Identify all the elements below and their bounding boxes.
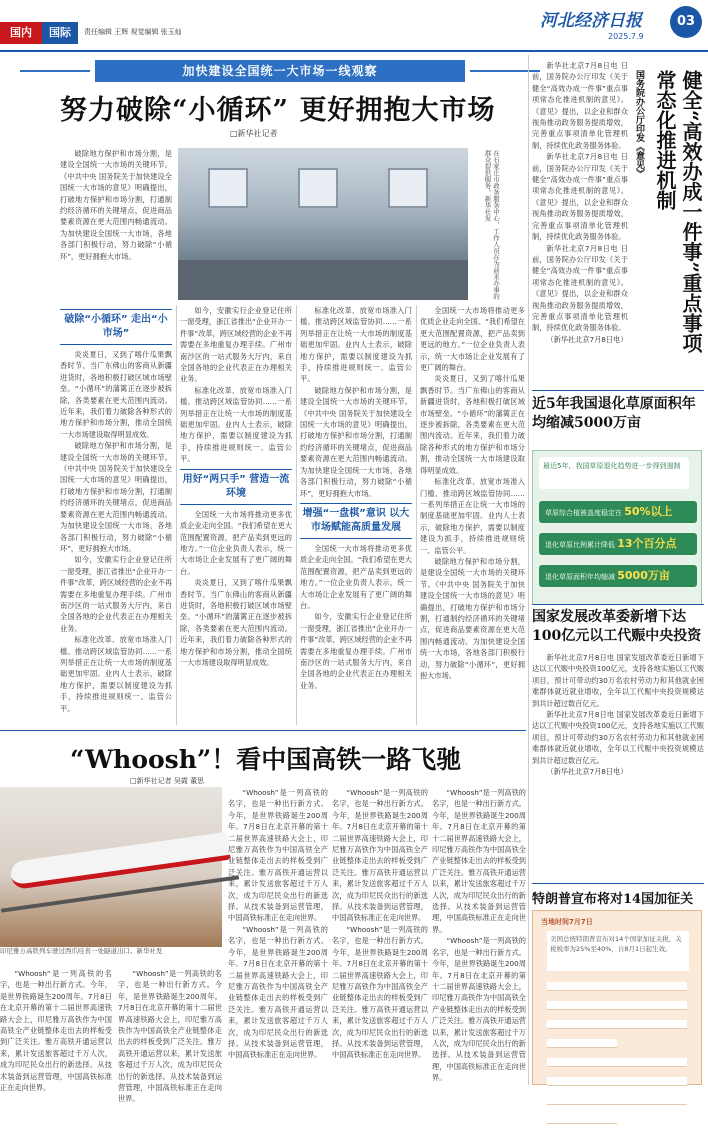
lead-column-4	[420, 305, 525, 725]
lead-paragraph: 如今，安徽实行企业登记住所一窗受理，浙江省推出“企业开办一件事”改革，跨区域经营的企业不再需要在多地重复办理手续。广州市南沙区的一站式服务大厅内，来自全国各地的企业代表正在办理相关业务。	[300, 612, 412, 690]
grassland-infographic	[532, 450, 702, 605]
stat-value: 13个百分点	[617, 537, 677, 550]
lead-column-1	[60, 305, 172, 725]
right-paragraph: 新华社北京7月8日电 日前，国务院办公厅印发《关于健全“高效办成一件事”重点事项常态化推进机制的意见》。《意见》提出，以企业和群众视角推动政务服务提质增效，完善重点事项清单化管理机制，持续优化政务服务体验。	[532, 152, 628, 242]
rail-paragraph: “Whoosh”是一列高铁的名字，也是一种出行新方式。今年，是世界铁路诞生200周年。7月8日在北京开幕的第十二届世界高速铁路大会上，印尼雅万高铁作为中国高铁全产业链整体走出去的样板受到广泛关注。雅万高铁开通运营以来，累计发送旅客超过千万人次，成为印尼民众出行的新选择。从技术装备到运营管理，中国高铁标准正在走向世界。	[228, 788, 328, 923]
rail-column-5	[432, 787, 526, 1087]
lead-paragraph: 破除地方保护和市场分割，是建设全国统一大市场的关键环节。《中共中央 国务院关于加快建设全国统一大市场的意见》明确提出，打破地方保护和市场分割，打通制约经济循环的关键堵点，促进商品要素资源在更大范围内畅通流动。为加快建设全国统一大市场，各地各部门积极行动，努力破除“小循环”，更好拥抱大市场。	[60, 441, 172, 553]
rail-headline: “Whoosh”！看中国高铁一路飞驰	[70, 745, 462, 774]
tariff-country-grid	[547, 977, 689, 1129]
tariff-headline: 特朗普宣布将对14国加征关	[532, 892, 694, 907]
lead-column-3	[300, 305, 412, 725]
photo-window	[298, 168, 338, 208]
ndrc-headline: 国家发展改革委新增下达100亿元以工代赈中央投资	[532, 609, 702, 644]
rail-byline: □新华社记者 吴霞 董思	[130, 777, 205, 785]
lead-paragraph: 炎炎夏日，又到了喀什瓜果飘香时节。当广东佛山的客商从新疆进货时，各地积极打破区域市场壁垒。“小循环”的藩篱正在逐步被拆除，各类要素在更大范围内流动。近年来，我们着力破除各种形式的地方保护和市场分割，推动全国统一大市场建设取得明显成效。	[180, 578, 292, 667]
lead-paragraph: 炎炎夏日，又到了喀什瓜果飘香时节。当广东佛山的客商从新疆进货时，各地积极打破区域市场壁垒。“小循环”的藩篱正在逐步被拆除，各类要素在更大范围内流动。近年来，我们着力破除各种形式的地方保护和市场分割，推动全国统一大市场建设取得明显成效。	[420, 374, 525, 475]
lead-column-intro	[60, 148, 172, 290]
stat-row	[539, 533, 697, 555]
lead-subhead: 破除“小循环” 走出“小市场”	[60, 309, 172, 345]
rail-column-4	[332, 787, 428, 1087]
lead-paragraph: 破除地方保护和市场分割，是建设全国统一大市场的关键环节。《中共中央 国务院关于加快建设全国统一大市场的意见》明确提出，打破地方保护和市场分割，打通制约经济循环的关键堵点，促进商品要素资源在更大范围内畅通流动。为加快建设全国统一大市场，各地各部门积极行动，努力破除“小循环”，更好拥抱大市场。	[420, 556, 525, 680]
right-story-kicker: 国务院办公厅印发《意见》	[634, 70, 644, 178]
lead-paragraph: 标准化改革、放宽市场准入门槛、推动跨区域监管协同……一系列举措正在让统一大市场的制度基础更加牢固。业内人士表示，破除地方保护，需要以制度建设为抓手，持续推进规则统一、监管公平。	[60, 635, 172, 713]
story-divider	[532, 883, 704, 884]
page-header	[0, 0, 708, 52]
lead-paragraph: 破除地方保护和市场分割，是建设全国统一大市场的关键环节。《中共中央 国务院关于加快建设全国统一大市场的意见》明确提出，打破地方保护和市场分割，打通制约经济循环的关键堵点，促进商品要素资源在更大范围内畅通流动。为加快建设全国统一大市场，各地各部门积极行动，努力破除“小循环”，更好拥抱大市场。	[300, 385, 412, 498]
infographic-heading: 当地时间7月7日	[541, 918, 593, 926]
lead-column-2	[180, 305, 292, 725]
service-hall-photo	[178, 148, 468, 300]
section-tab-international[interactable]: 国际	[42, 22, 78, 44]
rail-column-1	[0, 968, 112, 1093]
lead-byline: □新华社记者	[230, 129, 278, 138]
lead-paragraph: 如今，安徽实行企业登记住所一窗受理，浙江省推出“企业开办一件事”改革，跨区域经营的企业不再需要在多地重复办理手续。广州市南沙区的一站式服务大厅内，来自全国各地的企业代表正在办理相关业务。	[180, 306, 292, 384]
stat-value: 50%以上	[624, 505, 673, 518]
column-rule	[416, 305, 417, 725]
rail-paragraph: “Whoosh”是一列高铁的名字，也是一种出行新方式。今年，是世界铁路诞生200周年。7月8日在北京开幕的第十二届世界高速铁路大会上，印尼雅万高铁作为中国高铁全产业链整体走出去的样板受到广泛关注。雅万高铁开通运营以来，累计发送旅客超过千万人次，成为印尼民众出行的新选择。从技术装备到运营管理，中国高铁标准正在走向世界。	[432, 936, 526, 1083]
rail-paragraph: “Whoosh”是一列高铁的名字，也是一种出行新方式。今年，是世界铁路诞生200周年。7月8日在北京开幕的第十二届世界高速铁路大会上，印尼雅万高铁作为中国高铁全产业链整体走出去的样板受到广泛关注。雅万高铁开通运营以来，累计发送旅客超过千万人次，成为印尼民众出行的新选择。从技术装备到运营管理，中国高铁标准正在走向世界。	[0, 969, 112, 1093]
photo-counter	[178, 260, 468, 300]
lead-paragraph: 破除地方保护和市场分割，是建设全国统一大市场的关键环节。《中共中央 国务院关于加快建设全国统一大市场的意见》明确提出，打破地方保护和市场分割，打通制约经济循环的关键堵点，促进商品要素资源在更大范围内畅通流动。为加快建设全国统一大市场，各地各部门积极行动，努力破除“小循环”，更好拥抱大市场。	[60, 149, 172, 261]
ndrc-body	[532, 652, 704, 877]
right-paragraph: 新华社北京7月8日电 日前，国务院办公厅印发《关于健全“高效办成一件事”重点事项常态化推进机制的意见》。《意见》提出，以企业和群众视角推动政务服务提质增效，完善重点事项清单化管理机制，持续优化政务服务体验。	[532, 243, 628, 333]
stat-row	[539, 501, 697, 523]
column-rule	[296, 305, 297, 725]
issue-date: 2025.7.9	[608, 32, 644, 41]
section-rule	[528, 55, 529, 1085]
lead-paragraph: 全国统一大市场将推动更多优质企业走向全国。“我们希望在更大范围配置资源，把产品卖到更远的地方。”一位企业负责人表示，统一大市场让企业发展有了更广阔的舞台。	[300, 543, 412, 610]
right-story-headline: 健全“高效办成一件事”重点事项常态化推进机制	[653, 70, 703, 354]
page-number: 03	[670, 6, 702, 38]
story-divider	[0, 730, 526, 731]
grassland-headline: 近5年我国退化草原面积年均缩减5000万亩	[532, 396, 696, 431]
ndrc-paragraph: 新华社北京7月8日电 国家发展改革委近日新增下达以工代赈中央投资100亿元，支持各地实施以工代赈项目，预计可带动约30万名农村劳动力和其他就业困难群体就近就业增收，全年以工代赈中央投资规模达到共计超过数百亿元。	[532, 653, 704, 708]
stat-label: 退化草原面积年均缩减	[545, 573, 615, 581]
rail-paragraph: “Whoosh”是一列高铁的名字，也是一种出行新方式。今年，是世界铁路诞生200周年。7月8日在北京开幕的第十二届世界高速铁路大会上，印尼雅万高铁作为中国高铁全产业链整体走出去的样板受到广泛关注。雅万高铁开通运营以来，累计发送旅客超过千万人次，成为印尼民众出行的新选择。从技术装备到运营管理，中国高铁标准正在走向世界。	[228, 924, 328, 1060]
newspaper-masthead: 河北经济日报	[540, 11, 642, 31]
rail-photo-caption: 印尼雅万高铁列车驶过西爪哇省一处隧道出口。新华社发	[0, 947, 163, 955]
infographic-lead: 美国总统特朗普宣布对14个国家加征关税，关税税率为25%至40%，自8月1日起生效。	[547, 931, 689, 971]
photo-caption: 在石家庄市政务服务中心，工作人员在为前来办事的群众提供服务。新华社发	[483, 150, 500, 300]
lead-paragraph: 标准化改革、放宽市场准入门槛、推动跨区域监管协同……一系列举措正在让统一大市场的制度基础更加牢固。业内人士表示，破除地方保护，需要以制度建设为抓手，持续推进规则统一、监管公平。	[180, 385, 292, 464]
editor-credits: 责任编辑 王辉 视觉编辑 张玉灿	[84, 28, 182, 36]
story-divider	[532, 390, 704, 391]
lead-headline: 努力破除“小循环” 更好拥抱大市场	[60, 95, 496, 126]
story-divider	[532, 604, 704, 605]
rail-paragraph: “Whoosh”是一列高铁的名字，也是一种出行新方式。今年，是世界铁路诞生200周年。7月8日在北京开幕的第十二届世界高速铁路大会上，印尼雅万高铁作为中国高铁全产业链整体走出去的样板受到广泛关注。雅万高铁开通运营以来，累计发送旅客超过千万人次，成为印尼民众出行的新选择。从技术装备到运营管理，中国高铁标准正在走向世界。	[332, 788, 428, 923]
ndrc-credit: （新华社北京7月8日电）	[546, 767, 628, 777]
stat-row	[539, 565, 697, 587]
lead-subhead: 增强“一盘棋”意识 以大市场赋能高质量发展	[300, 503, 412, 539]
photo-window	[208, 168, 248, 208]
lead-paragraph: 标准化改革、放宽市场准入门槛、推动跨区域监管协同……一系列举措正在让统一大市场的制度基础更加牢固。业内人士表示，破除地方保护，需要以制度建设为抓手，持续推进规则统一、监管公平。	[420, 477, 525, 555]
column-rule	[176, 305, 177, 725]
stat-value: 5000万亩	[617, 569, 670, 582]
rail-paragraph: “Whoosh”是一列高铁的名字，也是一种出行新方式。今年，是世界铁路诞生200周年。7月8日在北京开幕的第十二届世界高速铁路大会上，印尼雅万高铁作为中国高铁全产业链整体走出去的样板受到广泛关注。雅万高铁开通运营以来，累计发送旅客超过千万人次，成为印尼民众出行的新选择。从技术装备到运营管理，中国高铁标准正在走向世界。	[118, 969, 222, 1104]
lead-paragraph: 炎炎夏日，又到了喀什瓜果飘香时节。当广东佛山的客商从新疆进货时，各地积极打破区域市场壁垒。“小循环”的藩篱正在逐步被拆除，各类要素在更大范围内流动。近年来，我们着力破除各种形式的地方保护和市场分割，推动全国统一大市场建设取得明显成效。	[60, 350, 172, 439]
stat-label: 退化草原比例累计降低	[545, 541, 615, 549]
infographic-lead: 最近5年，我国草原退化趋势进一步得到遏制	[539, 457, 689, 489]
series-banner: 加快建设全国统一大市场一线观察	[95, 60, 465, 82]
lead-paragraph: 如今，安徽实行企业登记住所一窗受理，浙江省推出“企业开办一件事”改革，跨区域经营的企业不再需要在多地重复办理手续。广州市南沙区的一站式服务大厅内，来自全国各地的企业代表正在办理相关业务。	[60, 555, 172, 633]
tariff-infographic	[532, 910, 702, 1085]
right-credit: （新华社北京7月8日电）	[546, 334, 628, 344]
lead-paragraph: 标准化改革、放宽市场准入门槛、推动跨区域监管协同……一系列举措正在让统一大市场的制度基础更加牢固。业内人士表示，破除地方保护，需要以制度建设为抓手，持续推进规则统一、监管公平。	[300, 306, 412, 384]
rail-column-3	[228, 787, 328, 1087]
photo-window	[388, 168, 428, 208]
ndrc-paragraph: 新华社北京7月8日电 国家发展改革委近日新增下达以工代赈中央投资100亿元，支持各地实施以工代赈项目，预计可带动约30万名农村劳动力和其他就业困难群体就近就业增收，全年以工代赈中央投资规模达到共计超过数百亿元。	[532, 710, 704, 765]
lead-paragraph: 全国统一大市场将推动更多优质企业走向全国。“我们希望在更大范围配置资源，把产品卖到更远的地方。”一位企业负责人表示，统一大市场让企业发展有了更广阔的舞台。	[420, 306, 525, 373]
stat-label: 草原综合植被盖度稳定在	[545, 509, 622, 517]
right-story-body	[532, 60, 628, 385]
rail-paragraph: “Whoosh”是一列高铁的名字，也是一种出行新方式。今年，是世界铁路诞生200周年。7月8日在北京开幕的第十二届世界高速铁路大会上，印尼雅万高铁作为中国高铁全产业链整体走出去的样板受到广泛关注。雅万高铁开通运营以来，累计发送旅客超过千万人次，成为印尼民众出行的新选择。从技术装备到运营管理，中国高铁标准正在走向世界。	[432, 788, 526, 934]
rail-paragraph: “Whoosh”是一列高铁的名字，也是一种出行新方式。今年，是世界铁路诞生200周年。7月8日在北京开幕的第十二届世界高速铁路大会上，印尼雅万高铁作为中国高铁全产业链整体走出去的样板受到广泛关注。雅万高铁开通运营以来，累计发送旅客超过千万人次，成为印尼民众出行的新选择。从技术装备到运营管理，中国高铁标准正在走向世界。	[332, 924, 428, 1060]
section-tab-domestic[interactable]: 国内	[0, 22, 42, 44]
high-speed-train-photo	[0, 787, 222, 947]
lead-subhead: 用好“两只手” 营造一流环境	[180, 469, 292, 505]
right-paragraph: 新华社北京7月8日电 日前，国务院办公厅印发《关于健全“高效办成一件事”重点事项常态化推进机制的意见》。《意见》提出，以企业和群众视角推动政务服务提质增效，完善重点事项清单化管理机制，持续优化政务服务体验。	[532, 61, 628, 150]
lead-paragraph: 全国统一大市场将推动更多优质企业走向全国。“我们希望在更大范围配置资源，把产品卖到更远的地方。”一位企业负责人表示，统一大市场让企业发展有了更广阔的舞台。	[180, 509, 292, 576]
rail-column-2	[118, 968, 222, 1104]
